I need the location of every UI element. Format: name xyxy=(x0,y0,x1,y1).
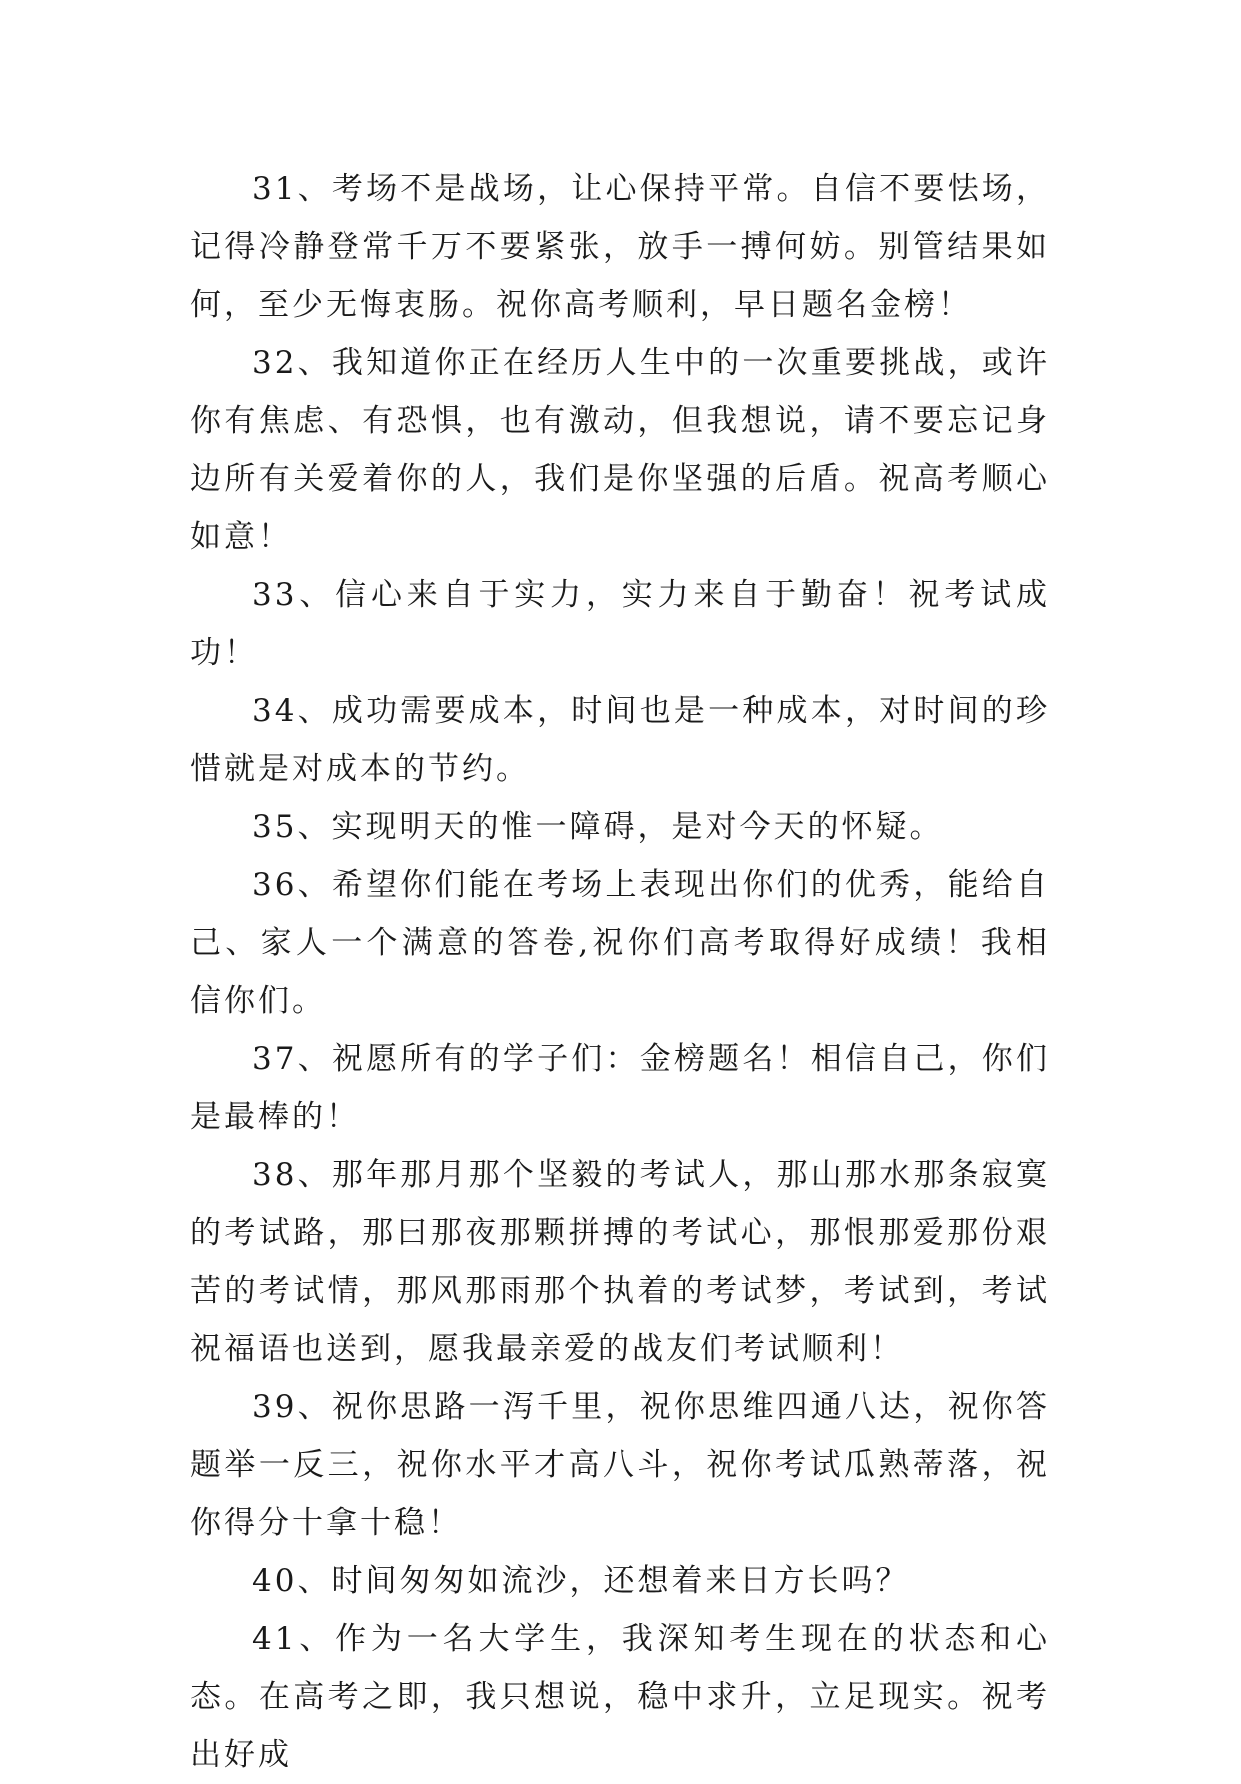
paragraph-36: 36、希望你们能在考场上表现出你们的优秀，能给自己、家人一个满意的答卷,祝你们高考取得好成绩！我相信你们。 xyxy=(190,867,1050,1019)
paragraph-41: 41、作为一名大学生，我深知考生现在的状态和心态。在高考之即，我只想说，稳中求升，立足现实。祝考出好成 xyxy=(190,1621,1050,1773)
paragraph-38: 38、那年那月那个坚毅的考试人，那山那水那条寂寞的考试路，那曰那夜那颗拼搏的考试心，那恨那爱那份艰苦的考试情，那风那雨那个执着的考试梦，考试到，考试祝福语也送到，愿我最亲爱的战友们考试顺利！ xyxy=(190,1157,1050,1367)
paragraph-39: 39、祝你思路一泻千里，祝你思维四通八达，祝你答题举一反三，祝你水平才高八斗，祝你考试瓜熟蒂落，祝你得分十拿十稳！ xyxy=(190,1389,1050,1541)
paragraph-37: 37、祝愿所有的学子们：金榜题名！相信自己，你们是最棒的！ xyxy=(190,1041,1050,1135)
document-body xyxy=(190,160,1050,1784)
paragraph-35: 35、实现明天的惟一障碍，是对今天的怀疑。 xyxy=(252,809,944,845)
paragraph-31: 31、考场不是战场，让心保持平常。自信不要怯场，记得冷静登常千万不要紧张，放手一搏何妨。别管结果如何，至少无悔衷肠。祝你高考顺利，早日题名金榜！ xyxy=(190,171,1050,323)
paragraph-34: 34、成功需要成本，时间也是一种成本，对时间的珍惜就是对成本的节约。 xyxy=(190,693,1050,787)
paragraph-40: 40、时间匆匆如流沙，还想着来日方长吗？ xyxy=(252,1563,910,1599)
paragraph-32: 32、我知道你正在经历人生中的一次重要挑战，或许你有焦虑、有恐惧，也有激动，但我想说，请不要忘记身边所有关爱着你的人，我们是你坚强的后盾。祝高考顺心如意！ xyxy=(190,345,1050,555)
paragraph-33: 33、信心来自于实力，实力来自于勤奋！祝考试成功！ xyxy=(190,577,1050,671)
